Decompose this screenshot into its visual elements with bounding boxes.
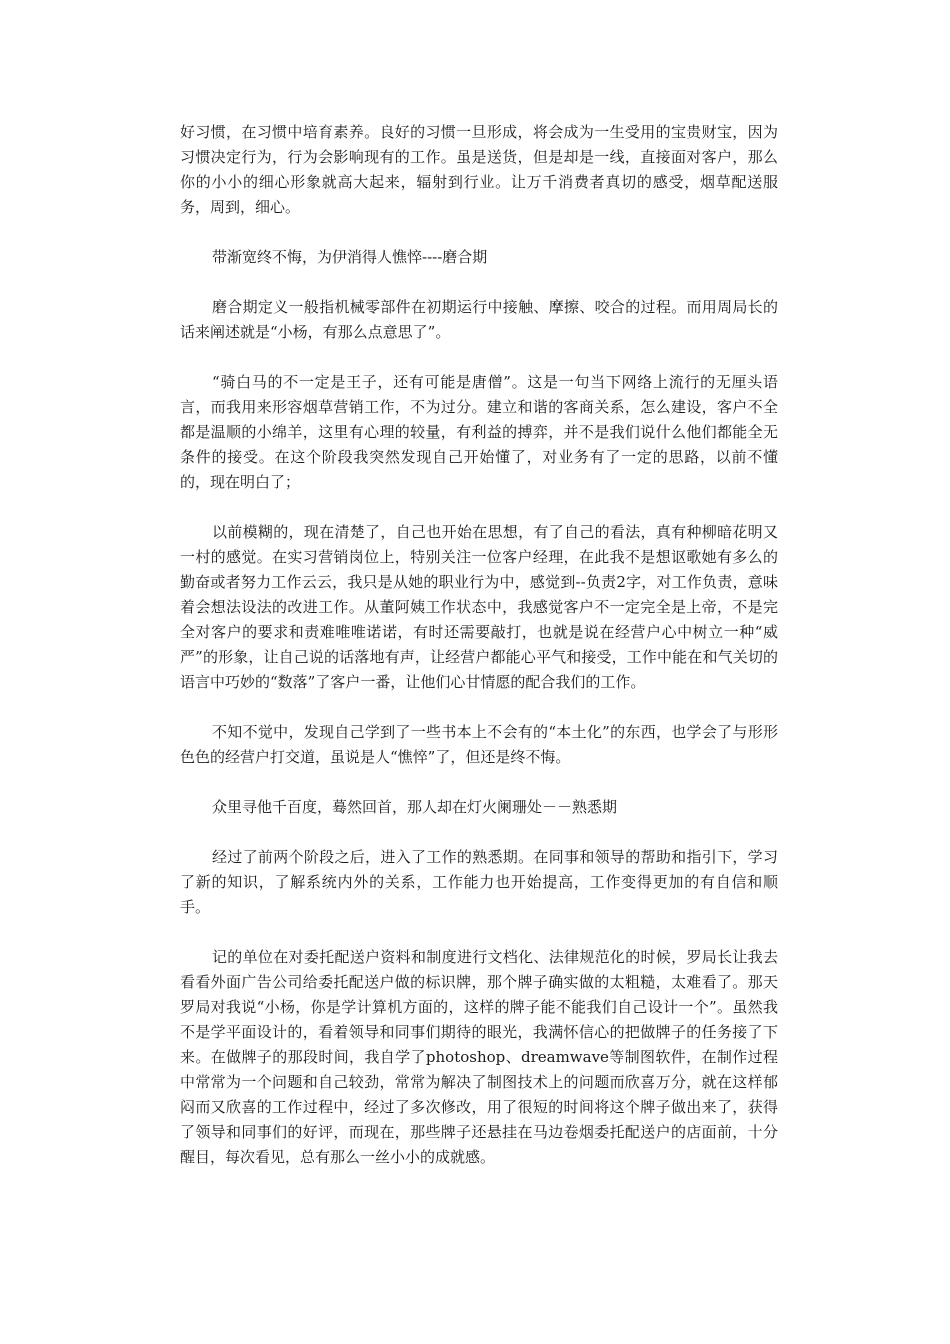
paragraph-localized-learning: 不知不觉中，发现自己学到了一些书本上不会有的“本土化”的东西，也学会了与形形色色的经营户打交道，虽说是人“憔悴”了，但还是终不悔。 — [180, 723, 778, 766]
paragraph-habits: 好习惯，在习惯中培育素养。良好的习惯一旦形成，将会成为一生受用的宝贵财宝，因为习惯决定行为，行为会影响现有的工作。虽是送货，但是却是一线，直接面对客户，那么你的小小的细心形象就高大起来，辐射到行业。让万千消费者真切的感受，烟草配送服务，周到，细心。 — [180, 123, 778, 216]
paragraph-familiarity: 经过了前两个阶段之后，进入了工作的熟悉期。在同事和领导的帮助和指引下，学习了新的知识，了解系统内外的关系，工作能力也开始提高，工作变得更加的有自信和顺手。 — [180, 848, 778, 916]
paragraph-clarity: 以前模糊的，现在清楚了，自己也开始在思想，有了自己的看法，真有种柳暗花明又一村的感觉。在实习营销岗位上，特别关注一位客户经理，在此我不是想讴歌她有多么的勤奋或者努力工作云云，我只是从她的职业行为中，感觉到--负责2字，对工作负责，意味着会想法设法的改进工作。从董阿姨工作状态中，我感觉客户不一定完全是上帝，不是完全对客户的要求和责难唯唯诺诺，有时还需要敲打，也就是说在经营户心中树立一种“威严”的形象，让自己说的话落地有声，让经营户都能心平气和接受，工作中能在和气关切的语言中巧妙的“数落”了客户一番，让他们心甘情愿的配合我们的工作。 — [180, 523, 778, 691]
paragraph-white-horse: “骑白马的不一定是王子，还有可能是唐僧”。这是一句当下网络上流行的无厘头语言，而我用来形容烟草营销工作，不为过分。建立和谐的客商关系，怎么建设，客户不全都是温顺的小绵羊，这里有心理的较量，有利益的搏弈，并不是我们说什么他们都能全无条件的接受。在这个阶段我突然发现自己开始懂了，对业务有了一定的思路，以前不懂的，现在明白了； — [180, 373, 778, 491]
paragraph-breaking-in-definition: 磨合期定义一般指机械零部件在初期运行中接触、摩擦、咬合的过程。而用周局长的话来阐述就是“小杨，有那么点意思了”。 — [180, 298, 778, 341]
paragraph-sign-design: 记的单位在对委托配送户资料和制度进行文档化、法律规范化的时候，罗局长让我去看看外面广告公司给委托配送户做的标识牌，那个牌子确实做的太粗糙，太难看了。那天罗局对我说“小杨，你是学计算机方面的，这样的牌子能不能我们自己设计一个”。虽然我不是学平面设计的，看着领导和同事们期待的眼光，我满怀信心的把做牌子的任务接了下来。在做牌子的那段时间，我自学了photoshop、dreamwave等制图软件，在制作过程中常常为一个问题和自己较劲，常常为解决了制图技术上的问题而欣喜万分，就在这样郁闷而又欣喜的工作过程中，经过了多次修改，用了很短的时间将这个牌子做出来了，获得了领导和同事们的好评，而现在，那些牌子还悬挂在马边卷烟委托配送户的店面前，十分醒目，每次看见，总有那么一丝小小的成就感。 — [180, 948, 778, 1166]
document-page — [180, 120, 778, 1195]
heading-familiarity-period: 众里寻他千百度，蓦然回首，那人却在灯火阑珊处－－熟悉期 — [212, 798, 618, 816]
heading-breaking-in-period: 带渐宽终不悔，为伊消得人憔悴----磨合期 — [212, 248, 488, 266]
